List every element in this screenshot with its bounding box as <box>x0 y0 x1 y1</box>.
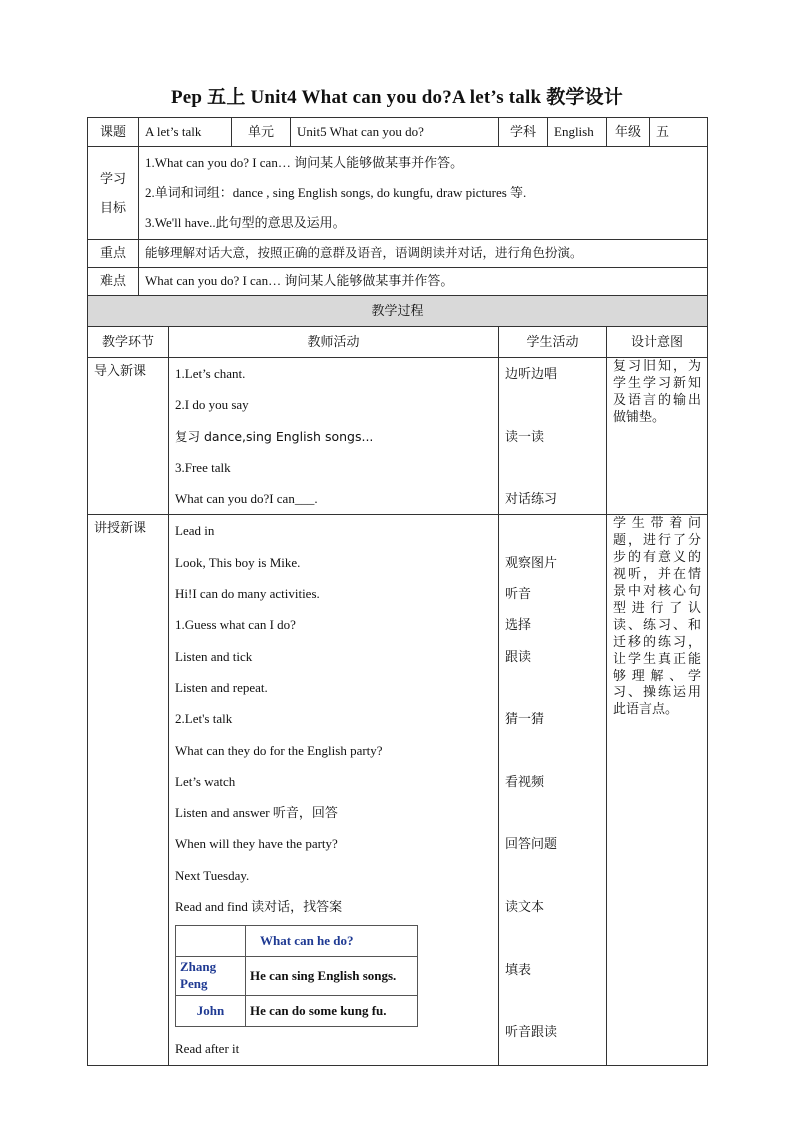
key-point-value: 能够理解对话大意，按照正确的意群及语音，语调朗读并对话，进行角色扮演。 <box>139 240 708 268</box>
student-line <box>505 389 600 420</box>
answer-table <box>175 925 418 1027</box>
teacher-line: Read and find 读对话，找答案 <box>175 899 343 915</box>
teacher-line: 2.Let's talk <box>175 711 233 727</box>
student-line <box>505 515 600 546</box>
goal-item: 3.We'll have..此句型的意思及运用。 <box>145 215 346 231</box>
answer-name: John <box>176 996 246 1027</box>
goals-label <box>88 147 139 240</box>
teacher-line: Look, This boy is Mike. <box>175 554 301 570</box>
student-line: 猜一猜 <box>505 711 545 727</box>
student-line <box>505 797 600 828</box>
header-teacher: 教师活动 <box>169 327 499 358</box>
teacher-line: 复习 dance,sing English songs... <box>175 428 374 444</box>
answer-header-empty <box>176 926 246 957</box>
process-header-row <box>88 327 708 358</box>
intro-student <box>499 358 607 515</box>
teacher-line: What can they do for the English party? <box>175 742 383 758</box>
process-title-row <box>88 296 708 327</box>
goals-row <box>88 147 708 240</box>
topic-label: 课题 <box>88 118 139 147</box>
header-stage: 教学环节 <box>88 327 169 358</box>
info-row <box>88 118 708 147</box>
teacher-line: 1.Let’s chant. <box>175 366 246 381</box>
teacher-line: Let’s watch <box>175 773 236 789</box>
teacher-line: Read after it <box>175 1041 240 1057</box>
teacher-line: Listen and answer 听音，回答 <box>175 805 338 821</box>
key-point-row <box>88 240 708 268</box>
student-line: 读一读 <box>505 428 545 444</box>
student-line: 观察图片 <box>505 554 558 570</box>
new-student <box>499 515 607 1065</box>
student-line <box>505 985 600 1016</box>
student-line: 看视频 <box>505 773 545 789</box>
teacher-line: Listen and tick <box>175 648 253 664</box>
new-intent: 学生带着问题，进行了分步的有意义的视听，并在情景中对核心句型进行了认读、练习、和迁移的练习，让学生真正能够理解、学习、操练运用此语言点。 <box>607 515 708 1065</box>
intro-teacher <box>169 358 499 515</box>
answer-header: What can he do? <box>246 926 418 957</box>
header-student: 学生活动 <box>499 327 607 358</box>
difficulty-label: 难点 <box>88 268 139 296</box>
answer-header-row <box>176 926 418 957</box>
goal-item: 2.单词和词组：dance , sing English songs, do kungfu, draw pictures 等. <box>145 184 527 200</box>
page-title: Pep 五上 Unit4 What can you do?A let’s talk 教学设计 <box>170 87 624 108</box>
student-line <box>505 452 600 483</box>
grade-label: 年级 <box>607 118 650 147</box>
answer-row <box>176 996 418 1027</box>
topic-value: A let’s talk <box>139 118 232 147</box>
process-section-title: 教学过程 <box>88 296 708 327</box>
student-line: 听音 <box>505 586 532 602</box>
subject-value: English <box>548 118 607 147</box>
new-stage: 讲授新课 <box>88 515 169 1065</box>
difficulty-value: What can you do? I can… 询问某人能够做某事并作答。 <box>139 268 708 296</box>
intro-intent: 复习旧知，为学生学习新知及语言的输出做铺垫。 <box>607 358 708 515</box>
student-line <box>505 922 600 953</box>
student-line: 填表 <box>505 961 532 977</box>
answer-name: Zhang Peng <box>176 957 246 996</box>
subject-label: 学科 <box>499 118 548 147</box>
student-line: 对话练习 <box>505 491 558 507</box>
teacher-line: When will they have the party? <box>175 836 338 852</box>
key-point-label: 重点 <box>88 240 139 268</box>
intro-stage: 导入新课 <box>88 358 169 515</box>
teacher-line: 2.I do you say <box>175 397 249 413</box>
teacher-line: What can you do?I can___. <box>175 491 318 507</box>
grade-value: 五 <box>650 118 708 147</box>
new-lesson-row <box>88 515 708 1065</box>
goal-item: 1.What can you do? I can… 询问某人能够做某事并作答。 <box>145 154 464 170</box>
teacher-line: Next Tuesday. <box>175 867 250 883</box>
goals-label-text: 学习目标 <box>99 171 126 215</box>
student-line: 读文本 <box>505 899 545 915</box>
teacher-line: Hi!I can do many activities. <box>175 586 320 602</box>
difficulty-row <box>88 268 708 296</box>
teacher-line: 1.Guess what can I do? <box>175 617 296 633</box>
student-line: 选择 <box>505 617 532 633</box>
answer-row <box>176 957 418 996</box>
teacher-line: Listen and repeat. <box>175 679 268 695</box>
student-line <box>505 860 600 891</box>
unit-label: 单元 <box>232 118 291 147</box>
student-line: 边听边唱 <box>505 366 558 381</box>
answer-text: He can sing English songs. <box>246 957 418 996</box>
teacher-line: Lead in <box>175 523 215 539</box>
student-line <box>505 735 600 766</box>
new-teacher <box>169 515 499 1065</box>
student-line: 跟读 <box>505 648 532 664</box>
student-line <box>505 672 600 703</box>
unit-value: Unit5 What can you do? <box>291 118 499 147</box>
goals-content <box>139 147 708 240</box>
teacher-line: 3.Free talk <box>175 459 231 475</box>
student-line: 回答问题 <box>505 836 558 852</box>
intro-row <box>88 358 708 515</box>
answer-text: He can do some kung fu. <box>246 996 418 1027</box>
student-line: 听音跟读 <box>505 1024 558 1040</box>
lesson-plan-table <box>87 117 708 1066</box>
header-intent: 设计意图 <box>607 327 708 358</box>
